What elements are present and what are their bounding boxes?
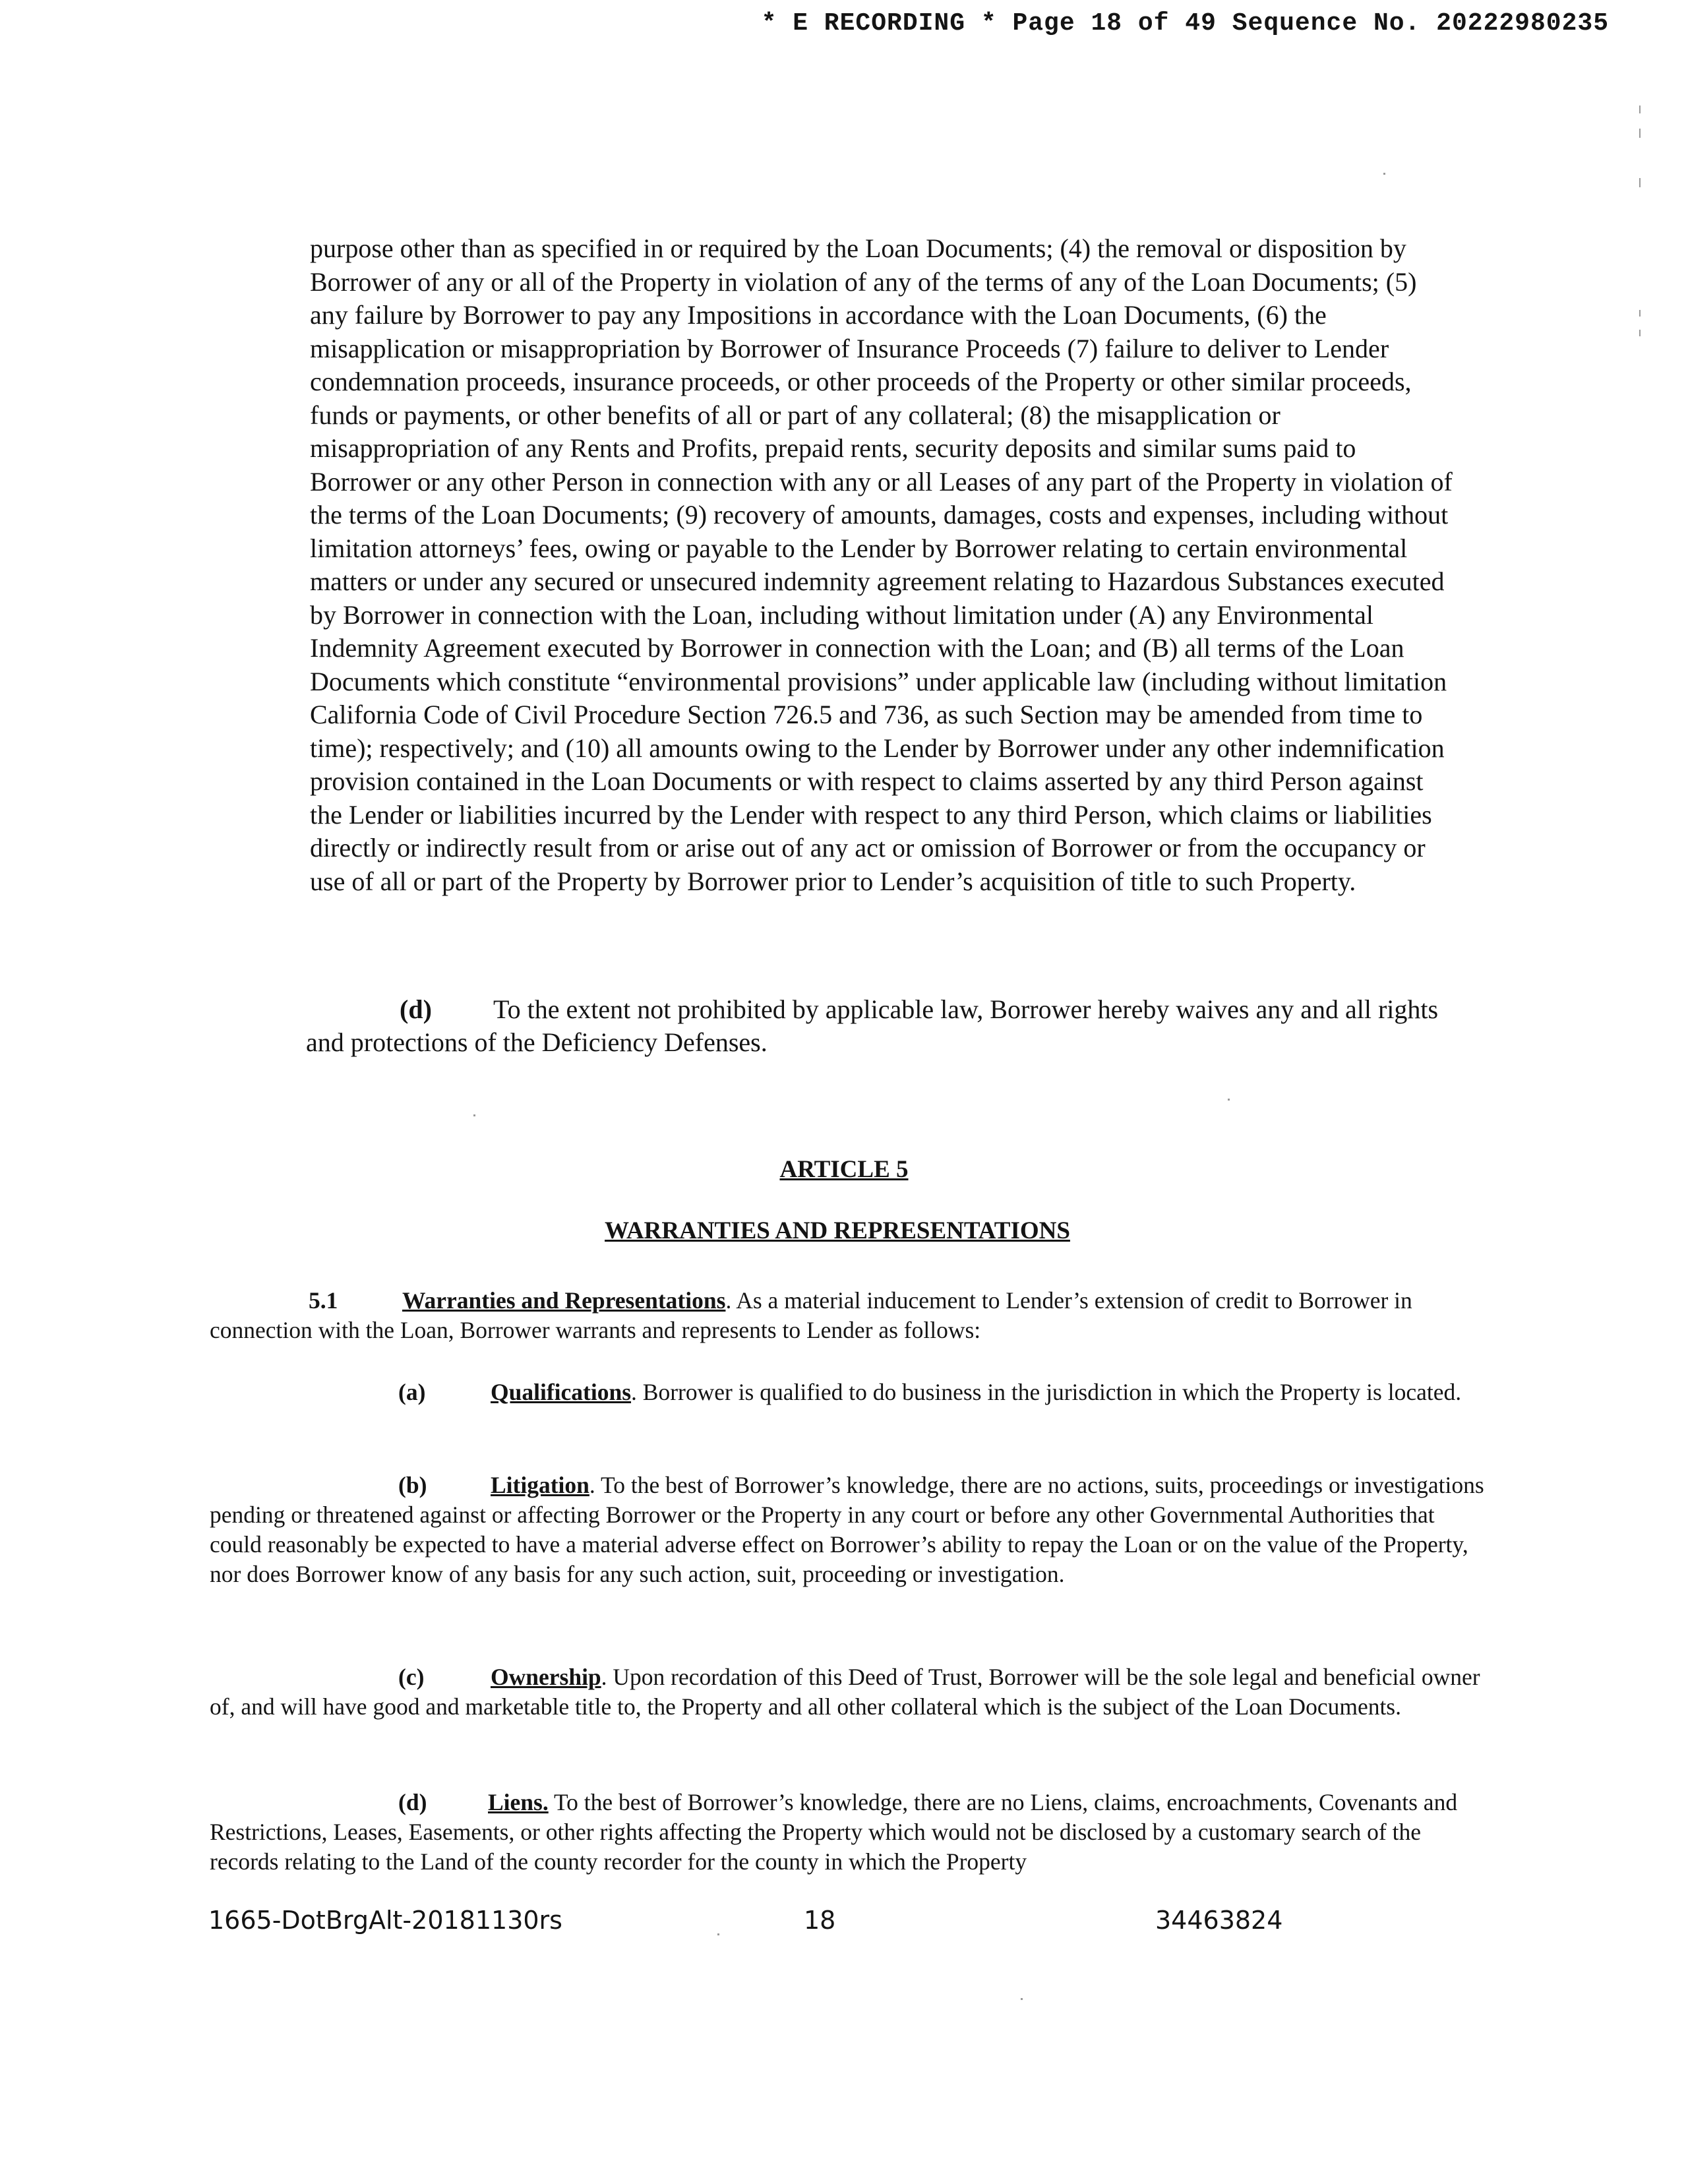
subsection-d-heading: Liens. bbox=[488, 1789, 549, 1815]
scan-speck bbox=[1639, 106, 1641, 113]
item-d-waiver-paragraph bbox=[306, 993, 1466, 1059]
subsection-d-text: To the best of Borrower’s knowledge, there are no Liens, claims, encroachments, Covenants and Restrictions, Leases, Easements, or other rights affecting the Property which would not be disclosed by a customary search of the records relating to the Land of the county recorder for the county in which the Property bbox=[210, 1789, 1458, 1875]
item-d-text: To the extent not prohibited by applicable law, Borrower hereby waives any and all rights and protections of the Deficiency Defenses. bbox=[306, 994, 1439, 1057]
subsection-c-number: (c) bbox=[398, 1664, 425, 1690]
scan-speck bbox=[1021, 1998, 1023, 2000]
footer-reference: 34463824 bbox=[1155, 1906, 1283, 1935]
section-5-1-text: . As a material inducement to Lender’s extension of credit to Borrower in connection with the Loan, Borrower warrants and represents to Lender as follows: bbox=[210, 1287, 1412, 1343]
subsection-c-text: . Upon recordation of this Deed of Trust, Borrower will be the sole legal and beneficial owner of, and will have good and marketable title to, the Property and all other collateral which is the subject of the Loan Documents. bbox=[210, 1664, 1480, 1720]
subsection-c-heading: Ownership bbox=[491, 1664, 601, 1690]
subsection-d-liens bbox=[210, 1788, 1489, 1877]
footer-doc-id: 1665-DotBrgAlt-20181130rs bbox=[208, 1906, 562, 1935]
section-5-1-number: 5.1 bbox=[309, 1287, 338, 1314]
scan-speck bbox=[717, 1933, 719, 1935]
scan-speck bbox=[1228, 1099, 1230, 1101]
subsection-a-qualifications bbox=[210, 1378, 1489, 1407]
footer-page-number: 18 bbox=[804, 1906, 836, 1935]
section-5-1 bbox=[210, 1286, 1489, 1345]
continuation-paragraph: purpose other than as specified in or required by the Loan Documents; (4) the removal or disposition by Borrower of any or all of the Property in violation of any of the terms of any of the Loan Documents; (5) any failure by Borrower to pay any Impositions in accordance with the Loan Documents, (6) the misapplication or misappropriation by Borrower of Insurance Proceeds (7) failure to deliver to Lender condemnation proceeds, insurance proceeds, or other proceeds of the Property or other similar proceeds, funds or payments, or other benefits of all or part of any collateral; (8) the misapplication or misappropriation of any Rents and Profits, prepaid rents, security deposits and similar sums paid to Borrower or any other Person in connection with any or all Leases of any part of the Property in violation of the terms of the Loan Documents; (9) recovery of amounts, damages, costs and expenses, including without limitation attorneys’ fees, owing or payable to the Lender by Borrower relating to certain environmental matters or under any secured or unsecured indemnity agreement relating to Hazardous Substances executed by Borrower in connection with the Loan, including without limitation under (A) any Environmental Indemnity Agreement executed by Borrower in connection with the Loan; and (B) all terms of the Loan Documents which constitute “environmental provisions” under applicable law (including without limitation California Code of Civil Procedure Section 726.5 and 736, as such Section may be amended from time to time); respectively; and (10) all amounts owing to the Lender by Borrower under any other indemnification provision contained in the Loan Documents or with respect to claims asserted by any third Person against the Lender or liabilities incurred by the Lender with respect to any third Person, which claims or liabilities directly or indirectly result from or arise out of any act or omission of Borrower or from the occupancy or use of all or part of the Property by Borrower prior to Lender’s acquisition of title to such Property. bbox=[310, 233, 1453, 896]
scan-speck bbox=[1639, 310, 1641, 317]
subsection-b-litigation bbox=[210, 1471, 1489, 1589]
recording-header: * E RECORDING * Page 18 of 49 Sequence No. 20222980235 bbox=[761, 9, 1609, 38]
subsection-b-number: (b) bbox=[398, 1472, 427, 1498]
subsection-a-text: . Borrower is qualified to do business in the jurisdiction in which the Property is located. bbox=[631, 1379, 1462, 1405]
article-number-heading: ARTICLE 5 bbox=[779, 1156, 909, 1183]
item-d-number: (d) bbox=[400, 994, 432, 1024]
subsection-d-number: (d) bbox=[398, 1789, 427, 1815]
scan-speck bbox=[1639, 330, 1641, 336]
scan-speck bbox=[1639, 178, 1641, 187]
subsection-b-text: . To the best of Borrower’s knowledge, there are no actions, suits, proceedings or investigations pending or threatened against or affecting Borrower or the Property in any court or before any other Governmental Authorities that could reasonably be expected to have a material adverse effect on Borrower’s ability to repay the Loan or on the value of the Property, nor does Borrower know of any basis for any such action, suit, proceeding or investigation. bbox=[210, 1472, 1484, 1587]
subsection-a-heading: Qualifications bbox=[491, 1379, 632, 1405]
subsection-c-ownership bbox=[210, 1662, 1489, 1722]
scan-speck bbox=[1383, 173, 1385, 175]
section-5-1-heading: Warranties and Representations bbox=[402, 1287, 726, 1314]
subsection-b-heading: Litigation bbox=[491, 1472, 589, 1498]
scan-speck bbox=[473, 1114, 475, 1116]
article-title-heading: WARRANTIES AND REPRESENTATIONS bbox=[605, 1217, 1070, 1244]
subsection-a-number: (a) bbox=[398, 1379, 426, 1405]
scan-speck bbox=[1639, 129, 1641, 138]
